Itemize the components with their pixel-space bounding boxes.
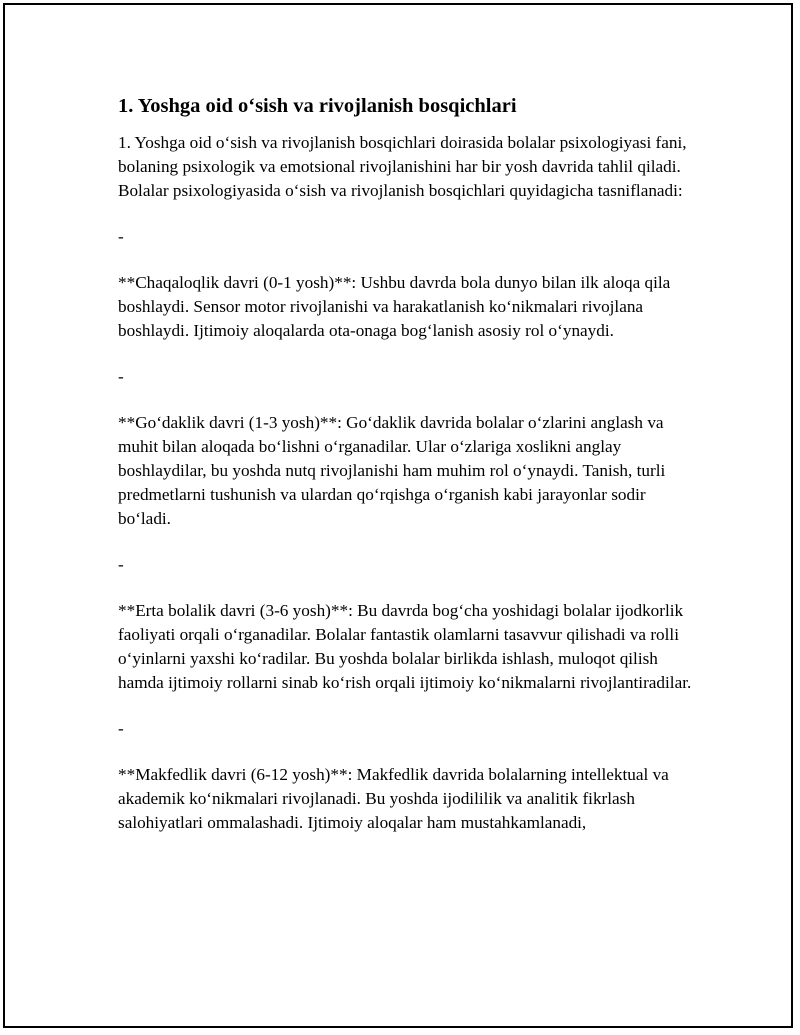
section-erta-bolalik: **Erta bolalik davri (3-6 yosh)**: Bu davrda bog‘cha yoshidagi bolalar ijodkorlik faoliyati orqali o‘rganadilar. Bolalar fantastik olamlarni tasavvur qilishadi va rolli o‘yinlarni yaxshi ko‘radilar. Bu yoshda bolalar birlikda ishlash, muloqot qilish hamda ijtimoiy rollarni sinab ko‘rish orqali ijtimoiy ko‘nikmalarni rivojlantiradilar. xyxy=(118,601,692,692)
intro-paragraph: 1. Yoshga oid o‘sish va rivojlanish bosqichlari doirasida bolalar psixologiyasi fani, bolaning psixologik va emotsional rivojlanishini har bir yosh davrida tahlil qiladi. Bolalar psixologiyasida o‘sish va rivojlanish bosqichlari quyidagicha tasniflanadi: xyxy=(118,133,687,200)
section-godaklik: **Go‘daklik davri (1-3 yosh)**: Go‘daklik davrida bolalar o‘zlarini anglash va muhit bilan aloqada bo‘lishni o‘rganadilar. Ular o‘zlariga xoslikni anglay boshlaydilar, bu yoshda nutq rivojlanishi ham muhim rol o‘ynaydi. Tanish, turli predmetlarni tushunish va ulardan qo‘rqishga o‘rganish kabi jarayonlar sodir bo‘ladi. xyxy=(118,413,666,528)
document-heading: 1. Yoshga oid o‘sish va rivojlanish bosqichlari xyxy=(118,95,517,117)
section-makfedlik: **Makfedlik davri (6-12 yosh)**: Makfedlik davrida bolalarning intellektual va akademik ko‘nikmalari rivojlanadi. Bu yoshda ijodililik va analitik fikrlash salohiyatlari ommalashadi. Ijtimoiy aloqalar ham mustahkamlanadi, xyxy=(118,765,669,832)
list-dash: - xyxy=(118,367,124,386)
document-body xyxy=(118,92,698,835)
section-chaqaloqlik: **Chaqaloqlik davri (0-1 yosh)**: Ushbu davrda bola dunyo bilan ilk aloqa qila boshlaydi. Sensor motor rivojlanishi va harakatlanish ko‘nikmalari rivojlana boshlaydi. Ijtimoiy aloqalarda ota-onaga bog‘lanish asosiy rol o‘ynaydi. xyxy=(118,273,671,340)
list-dash: - xyxy=(118,555,124,574)
list-dash: - xyxy=(118,719,124,738)
list-dash: - xyxy=(118,227,124,246)
